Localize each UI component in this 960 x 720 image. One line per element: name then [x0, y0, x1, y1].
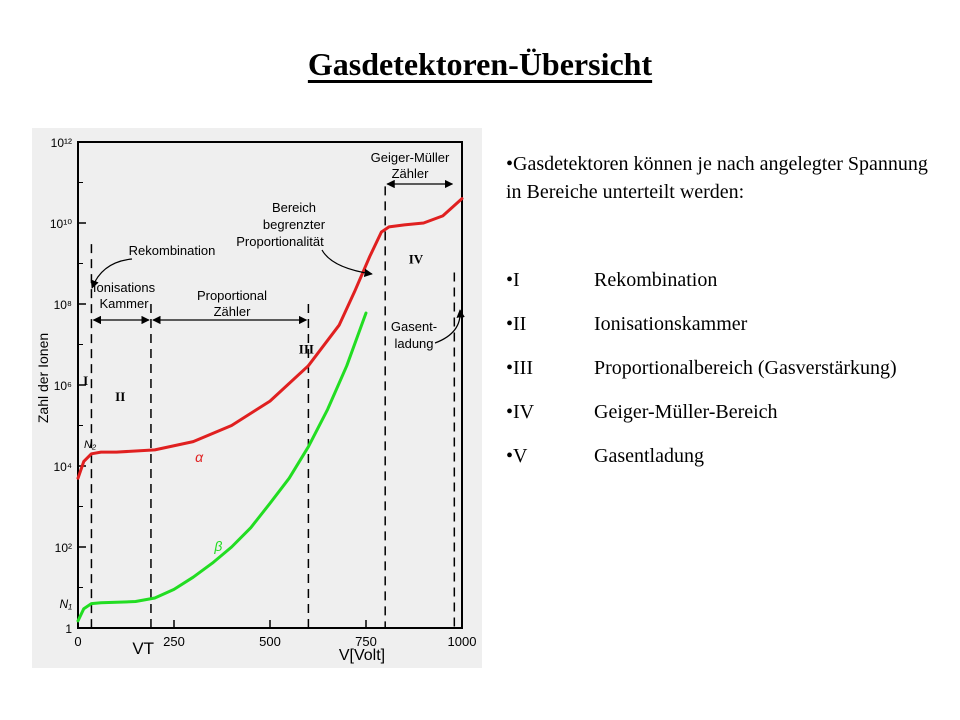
y-axis-label: Zahl der Ionen	[35, 332, 51, 424]
bullet-list	[506, 150, 936, 486]
annotation-zaehler-top: Zähler	[391, 166, 429, 181]
x-tick-label: 1000	[447, 634, 477, 649]
y-tick-label: 1	[65, 622, 72, 636]
list-item	[506, 354, 936, 382]
list-item-number: •II	[506, 313, 527, 335]
intro-text: •Gasdetektoren können je nach angelegter Spannung in Bereiche unterteilt werden:	[506, 153, 928, 203]
series-line-beta	[78, 313, 366, 621]
annotation-bereich: Bereich	[271, 200, 317, 215]
list-item-text: Ionisationskammer	[594, 313, 748, 335]
y-tick-label: 10⁸	[53, 298, 72, 312]
y-tick-label: 10²	[54, 541, 72, 555]
list-item	[506, 442, 936, 470]
list-item-number: •V	[506, 445, 528, 467]
list-item-number: •I	[506, 269, 520, 291]
y-tick-label: 10¹²	[50, 136, 72, 150]
annotation-geiger-mueller: Geiger-Müller	[370, 150, 450, 165]
annotation-rekombination: Rekombination	[128, 243, 216, 258]
list-item-text: Gasentladung	[594, 445, 704, 467]
annotation-ladung: ladung	[394, 336, 434, 351]
x-tick-label: 250	[163, 634, 185, 649]
region-label-I: I	[83, 373, 89, 388]
list-item	[506, 398, 936, 426]
arrow-gasentladung	[435, 310, 460, 343]
list-item	[506, 310, 936, 338]
list-item-number: •IV	[506, 401, 535, 423]
x-tick-label: 750	[355, 634, 377, 649]
annotation-begrenzter: begrenzter	[262, 217, 326, 232]
y-marker-n2: N₂	[84, 439, 97, 452]
plot-frame	[78, 142, 462, 628]
list-item	[506, 266, 936, 294]
x-tick-label: 500	[259, 634, 281, 649]
x-tick-label-vt: VT	[132, 639, 155, 658]
region-label-II: II	[115, 389, 126, 405]
annotation-proportionalitaet: Proportionalität	[236, 234, 324, 249]
annotation-zaehler-mid: Zähler	[213, 304, 251, 319]
region-label-IV: IV	[408, 251, 424, 267]
y-tick-label: 10¹⁰	[49, 217, 72, 231]
gas-detector-chart	[32, 128, 482, 668]
y-tick-label: 10⁴	[53, 460, 72, 474]
series-label-alpha: α	[195, 449, 204, 465]
series-label-beta: β	[214, 537, 223, 554]
list-item-text: Rekombination	[594, 269, 718, 291]
y-marker-n1: N₁	[59, 596, 72, 611]
chart-svg	[32, 128, 482, 668]
annotation-proportional: Proportional	[196, 288, 268, 303]
x-axis-label: V[Volt]	[338, 647, 386, 664]
page-title: Gasdetektoren-Übersicht	[307, 46, 653, 82]
x-tick-label: 0	[74, 634, 82, 649]
y-tick-label: 10⁶	[53, 379, 72, 393]
annotation-ionisations: Ionisations	[92, 280, 156, 295]
list-item-text: Geiger-Müller-Bereich	[594, 401, 778, 423]
list-item-number: •III	[506, 357, 533, 379]
annotation-kammer: Kammer	[99, 296, 149, 311]
list-item-text: Proportionalbereich (Gasverstärkung)	[594, 357, 897, 379]
annotation-gasent: Gasent-	[390, 319, 438, 334]
region-label-III: III	[298, 341, 314, 357]
